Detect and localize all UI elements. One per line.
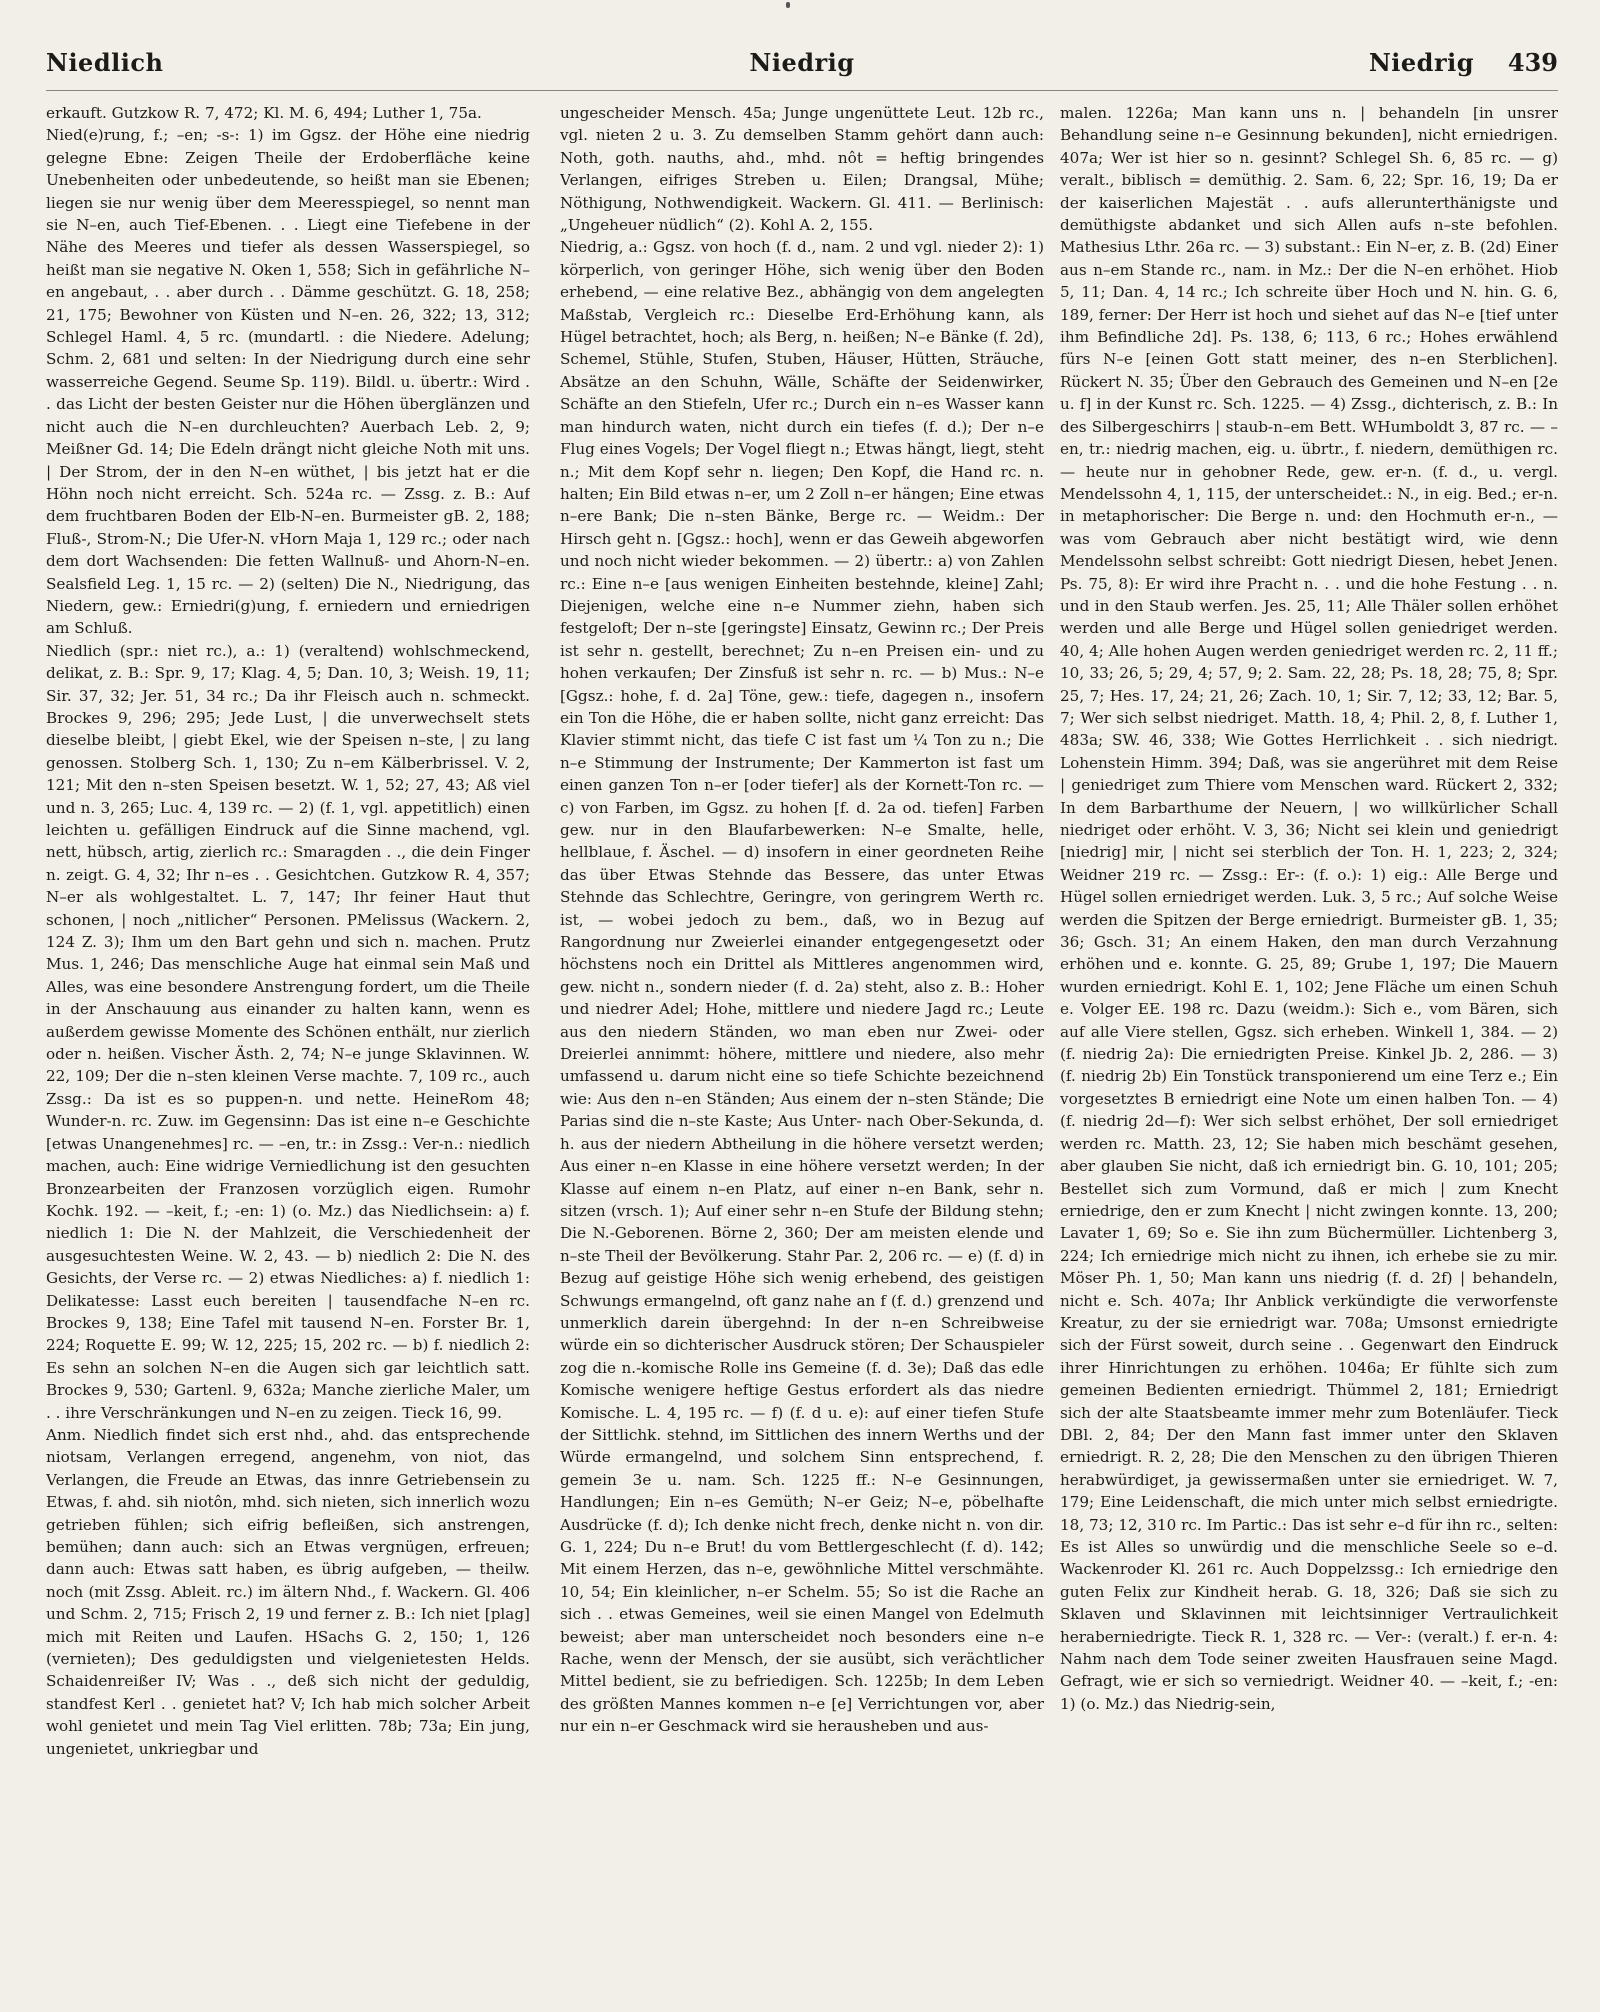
- page-header: [46, 48, 1558, 88]
- entry-niederung: Nied(e)rung, f.; –en; -s-: 1) im Ggsz. der Höhe eine niedrig gelegne Ebne: Zeigen Theile der Erdoberfläche keine Unebenheiten oder unbedeutende, so heißt man sie Ebenen; liegen sie nur wenig über dem Meeresspiegel, so nennt man sie N–en, auch Tief-Ebenen. . . Liegt eine Tiefebene in der Nähe des Meeres und tiefer als dessen Wasserspiegel, so heißt man sie negative N. Oken 1, 558; Sich in gefährliche N–en angebaut, . . aber durch . . Dämme geschützt. G. 18, 258; 21, 175; Bewohner von Küsten und N–en. 26, 322; 13, 312; Schlegel Haml. 4, 5 rc. (mundartl. : die Niedere. Adelung; Schm. 2, 681 und selten: In der Niedrigung durch eine sehr wasserreiche Gegend. Seume Sp. 119). Bildl. u. übertr.: Wird . . das Licht der besten Geister nur die Höhen überglänzen und nicht auch die N–en durchleuchten? Auerbach Leb. 2, 9; Meißner Gd. 14; Die Edeln drängt nicht gleiche Noth mit uns. | Der Strom, der in den N–en wüthet, | bis jetzt hat er die Höhn noch nicht erreicht. Sch. 524a rc. — Zssg. z. B.: Auf dem fruchtbaren Boden der Elb-N–en. Burmeister gB. 2, 188; Fluß-, Strom-N.; Die Ufer-N. vHorn Maja 1, 129 rc.; oder nach dem dort Wachsenden: Die fetten Wallnuß- und Ahorn-N–en. Sealsfield Leg. 1, 15 rc. — 2) (selten) Die N., Niedrigung, das Niedern, gew.: Erniedri(g)ung, f. erniedern und erniedrigen am Schluß.: [46, 126, 530, 638]
- running-head-center: Niedrig: [749, 48, 855, 77]
- entry-continuation: ungescheider Mensch. 45a; Junge ungenüttete Leut. 12b rc., vgl. nieten 2 u. 3. Zu demselben Stamm gehört dann auch: Noth, goth. nauths, ahd., mhd. nôt = heftig bringendes Verlangen, eifriges Streben u. Eilen; Drangsal, Mühe; Nöthigung, Nothwendigkeit. Wackern. Gl. 411. — Berlinisch: „Ungeheuer nüdlich“ (2). Kohl A. 2, 155.: [560, 104, 1044, 235]
- print-mark: [786, 2, 790, 8]
- entry-niedrig-continued: malen. 1226a; Man kann uns n. | behandeln [in unsrer Behandlung seine n–e Gesinnung bekunden], nicht erniedrigen. 407a; Wer ist hier so n. gesinnt? Schlegel Sh. 6, 85 rc. — g) veralt., biblisch = demüthig. 2. Sam. 6, 22; Spr. 16, 19; Da er der kaiserlichen Majestät . . aufs allerunterthänigste und demüthigste abdanket und sich Allen aufs n–ste befohlen. Mathesius Lthr. 26a rc. — 3) substant.: Ein N–er, z. B. (2d) Einer aus n–em Stande rc., nam. in Mz.: Der die N–en erhöhet. Hiob 5, 11; Dan. 4, 14 rc.; Ich schreite über Hoch und N. hin. G. 6, 189, ferner: Der Herr ist hoch und siehet auf das N–e [tief unter ihm Befindliche 2d]. Ps. 138, 6; 113, 6 rc.; Hohes erwählend fürs N–e [einen Gott statt meiner, des n–en Sterblichen]. Rückert N. 35; Über den Gebrauch des Gemeinen und N–en [2e u. f] in der Kunst rc. Sch. 1225. — 4) Zssg., dichterisch, z. B.: In des Silbergeschirrs | staub-n–em Bett. WHumboldt 3, 87 rc. — –en, tr.: niedrig machen, eig. u. übrtr., f. niedern, demüthigen rc. — heute nur in gehobner Rede, gew. er-n. (f. d., u. vergl. Mendelssohn 4, 1, 115, der unterscheidet.: N., in eig. Bed.; er-n. in metaphorischer: Die Berge n. und: den Hochmuth er-n., — was vom Gebrauch aber nicht bestätigt wird, wie denn Mendelssohn selbst schreibt: Gott niedrigt Diesen, hebet Jenen. Ps. 75, 8): Er wird ihre Pracht n. . . und die hohe Festung . . n. und in den Staub werfen. Jes. 25, 11; Alle Thäler sollen erhöhet werden und alle Berge und Hügel sollen geniedriget werden. 40, 4; Alle hohen Augen werden geniedriget werden rc. 2, 11 ff.; 10, 33; 26, 5; 29, 4; 57, 9; 2. Sam. 22, 28; Ps. 18, 28; 75, 8; Spr. 25, 7; Hes. 17, 24; 21, 26; Zach. 10, 1; Sir. 7, 12; 33, 12; Bar. 5, 7; Wer sich selbst niedriget. Matth. 18, 4; Phil. 2, 8, f. Luther 1, 483a; SW. 46, 338; Wie Gottes Herrlichkeit . . sich niedrigt. Lohenstein Himm. 394; Daß, was sie angerühret mit dem Reise | geniedriget zum Thiere vom Menschen ward. Rückert 2, 332; In dem Barbarthume der Neuern, | wo willkürlicher Schall niedriget oder erhöht. V. 3, 36; Nicht sei klein und geniedrigt [niedrig] mir, | nicht sei sterblich der Ton. H. 1, 223; 2, 324; Weidner 219 rc. — Zssg.: Er-: (f. o.): 1) eig.: Alle Berge und Hügel sollen erniedriget werden. Luk. 3, 5 rc.; Auf solche Weise werden die Spitzen der Berge erniedrigt. Burmeister gB. 1, 35; 36; Gsch. 31; An einem Haken, den man durch Verzahnung erhöhen und e. konnte. G. 25, 89; Grube 1, 197; Die Mauern wurden erniedrigt. Kohl E. 1, 102; Jene Fläche um einen Schuh e. Volger EE. 198 rc. Dazu (weidm.): Sich e., vom Bären, sich auf alle Viere stellen, Ggsz. sich erheben. Winkell 1, 384. — 2) (f. niedrig 2a): Die erniedrigten Preise. Kinkel Jb. 2, 286. — 3) (f. niedrig 2b) Ein Tonstück transponierend um eine Terz e.; Ein vorgesetztes B erniedrigt eine Note um einen halben Ton. — 4) (f. niedrig 2d—f): Wer sich selbst erhöhet, Der soll erniedriget werden rc. Matth. 23, 12; Sie haben mich beschämt gesehen, aber glauben Sie nicht, daß ich erniedrigt bin. G. 10, 101; 205; Bestellet sich zum Vormund, daß er mich | zum Knecht erniedrige, den er zum Knecht | nicht zwingen konnte. 13, 200; Lavater 1, 69; So e. Sie ihn zum Büchermüller. Lichtenberg 3, 224; Ich erniedrige mich nicht zu ihnen, ich erhebe sie zu mir. Möser Ph. 1, 50; Man kann uns niedrig (f. d. 2f) | behandeln, nicht e. Sch. 407a; Ihr Anblick verkündigte die verworfenste Kreatur, zu der sie erniedrigt war. 708a; Umsonst erniedrigte sich der Fürst soweit, durch seine . . Gegenwart den Eindruck ihrer Hinrichtungen zu erhöhen. 1046a; Er fühlte sich zum gemeinen Bedienten erniedrigt. Thümmel 2, 181; Erniedrigt sich der alte Staatsbeamte immer mehr zum Botenläufer. Tieck DBl. 2, 84; Der den Mann fast immer unter den Sklaven erniedrigt. R. 2, 28; Die den Menschen zu den übrigen Thieren herabwürdiget, ja gewissermaßen unter sie erniedriget. W. 7, 179; Eine Leidenschaft, die mich unter mich selbst erniedrigte. 18, 73; 12, 310 rc. Im Partic.: Das ist sehr e–d für ihn rc., selten: Es ist Alles so unwürdig und die menschliche Seele so e–d. Wackenroder Kl. 261 rc. Auch Doppelzssg.: Ich erniedrige den guten Felix zur Kindheit herab. G. 18, 326; Daß sie sich zu Sklaven und Sklavinnen mit leichtsinniger Vertraulichkeit heraberniedrigte. Tieck R. 1, 328 rc. — Ver-: (veralt.) f. er-n. 4: Nahm nach dem Tode seiner zweiten Hausfrauen seine Magd. Gefragt, wie er sich so verniedrigt. Weidner 40. — –keit, f.; -en: 1) (o. Mz.) das Niedrig-sein,: [1060, 104, 1558, 1713]
- page-number: 439: [1507, 48, 1558, 77]
- running-head-right: Niedrig: [1368, 48, 1474, 77]
- running-head-left: Niedlich: [46, 48, 164, 77]
- column-1: [46, 102, 530, 1982]
- entry-note: Anm. Niedlich findet sich erst nhd., ahd. das entsprechende niotsam, Verlangen erregend, angenehm, von niot, das Verlangen, die Freude an Etwas, das innre Getriebensein zu Etwas, f. ahd. sih niotôn, mhd. sich nieten, sich innerlich wozu getrieben fühlen; sich eifrig befleißen, sich anstrengen, bemühen; dann auch: sich an Etwas vergnügen, erfreuen; dann auch: Etwas satt haben, es übrig aufgeben, — theilw. noch (mit Zssg. Ableit. rc.) im ältern Nhd., f. Wackern. Gl. 406 und Schm. 2, 715; Frisch 2, 19 und ferner z. B.: Ich niet [plag] mich mit Reiten und Laufen. HSachs G. 2, 150; 1, 126 (vernieten); Des geduldigsten und vielgenietesten Helds. Schaidenreißer IV; Was . ., deß sich nicht der geduldig, standfest Kerl . . genietet hat? V; Ich hab mich solcher Arbeit wohl genietet und mein Tag Viel erlitten. 78b; 73a; Ein jung, ungenietet, unkriegbar und: [46, 1425, 530, 1758]
- header-rule: [46, 90, 1558, 91]
- entry-niedrig: Niedrig, a.: Ggsz. von hoch (f. d., nam. 2 und vgl. nieder 2): 1) körperlich, von geringer Höhe, sich wenig über den Boden erhebend, — eine relative Bez., abhängig von dem angelegten Maßstab, Vergleich rc.: Dieselbe Erd-Erhöhung kann, als Hügel betrachtet, hoch; als Berg, n. heißen; N–e Bänke (f. 2d), Schemel, Stühle, Stufen, Stuben, Häuser, Hütten, Sträuche, Absätze an den Schuhn, Wälle, Schäfte der Seidenwirker, Schäfte an den Stiefeln, Ufer rc.; Durch ein n–es Wasser kann man hindurch waten, nicht durch ein tiefes (f. d.); Der n–e Flug eines Vogels; Der Vogel fliegt n.; Etwas hängt, liegt, steht n.; Mit dem Kopf sehr n. liegen; Den Kopf, die Hand rc. n. halten; Ein Bild etwas n–er, um 2 Zoll n–er hängen; Eine etwas n–ere Bank; Die n–sten Bänke, Berge rc. — Weidm.: Der Hirsch geht n. [Ggsz.: hoch], wenn er das Geweih abgeworfen und noch nicht wieder bekommen. — 2) übertr.: a) von Zahlen rc.: Eine n–e [aus wenigen Einheiten bestehnde, kleine] Zahl; Diejenigen, welche eine n–e Nummer ziehn, haben sich festgeloft; Der n–ste [geringste] Einsatz, Gewinn rc.; Der Preis ist sehr n. gestellt, berechnet; Zu n–en Preisen ein- und zu hohen verkaufen; Der Zinsfuß ist sehr n. rc. — b) Mus.: N–e [Ggsz.: hohe, f. d. 2a] Töne, gew.: tiefe, dagegen n., insofern ein Ton die Höhe, die er haben sollte, nicht ganz erreicht: Das Klavier stimmt nicht, das tiefe C ist fast um ¼ Ton zu n.; Die n–e Stimmung der Instrumente; Der Kammerton ist fast um einen ganzen Ton n–er [oder tiefer] als der Kornett-Ton rc. — c) von Farben, im Ggsz. zu hohen [f. d. 2a od. tiefen] Farben gew. nur in den Blaufarbewerken: N–e Smalte, helle, hellblaue, f. Äschel. — d) insofern in einer geordneten Reihe das über Etwas Stehnde das Bessere, das unter Etwas Stehnde das Schlechtre, Geringre, von geringrem Werth rc. ist, — wobei jedoch zu bem., daß, wo in Bezug auf Rangordnung nur Zweierlei einander entgegengesetzt oder höchstens noch ein Drittel als Mittleres angenommen wird, gew. nicht n., sondern nieder (f. d. 2a) steht, also z. B.: Hoher und niedrer Adel; Hohe, mittlere und niedere Jagd rc.; Leute aus den niedern Ständen, wo man eben nur Zwei- oder Dreierlei annimmt: höhere, mittlere und niedere, also mehr umfassend u. darum nicht eine so tiefe Schichte bezeichnend wie: Aus den n–en Ständen; Aus einem der n–sten Stände; Die Parias sind die n–ste Kaste; Aus Unter- nach Ober-Sekunda, d. h. aus der niedern Abtheilung in die höhere versetzt werden; Aus einer n–en Klasse in eine höhere versetzt werden; In der Klasse auf einem n–en Platz, auf einer n–en Bank, sehr n. sitzen (vrsch. 1); Auf einer sehr n–en Stufe der Bildung stehn; Die N.-Geborenen. Börne 2, 360; Der am meisten elende und n–ste Theil der Bevölkerung. Stahr Par. 2, 206 rc. — e) (f. d) in Bezug auf geistige Höhe sich wenig erhebend, des geistigen Schwungs ermangelnd, oft ganz nahe an f (f. d.) grenzend und unmerklich darein übergehnd: In der n–en Schreibweise würde ein so dichterischer Ausdruck stören; Der Schauspieler zog die n.-komische Rolle ins Gemeine (f. d. 3e); Daß das edle Komische wenigere heftige Gestus erfordert als das niedre Komische. L. 4, 195 rc. — f) (f. d u. e): auf einer tiefen Stufe der Sittlichk. stehnd, im Sittlichen des innern Werths und der Würde ermangelnd, und solchem Sinn entsprechend, f. gemein 3e u. nam. Sch. 1225 ff.: N–e Gesinnungen, Handlungen; Ein n–es Gemüth; N–er Geiz; N–e, pöbelhafte Ausdrücke (f. d); Ich denke nicht frech, denke nicht n. von dir. G. 1, 224; Du n–e Brut! du vom Bettlergeschlecht (f. d). 142; Mit einem Herzen, das n–e, gewöhnliche Mittel verschmähte. 10, 54; Ein kleinlicher, n–er Schelm. 55; So ist die Rache an sich . . etwas Gemeines, weil sie einen Mangel von Edelmuth beweist; aber man unterscheidet noch besonders eine n–e Rache, wenn der Mensch, der sie ausübt, sich verächtlicher Mittel bedient, sie zu befriedigen. Sch. 1225b; In dem Leben des größten Mannes kommen n–e [e] Verrichtungen vor, aber nur ein n–er Geschmack wird sie herausheben und aus-: [560, 238, 1044, 1736]
- entry-niedlich: Niedlich (spr.: niet rc.), a.: 1) (veraltend) wohlschmeckend, delikat, z. B.: Spr. 9, 17; Klag. 4, 5; Dan. 10, 3; Weish. 19, 11; Sir. 37, 32; Jer. 51, 34 rc.; Da ihr Fleisch auch n. schmeckt. Brockes 9, 296; 295; Jede Lust, | die unverwechselt stets dieselbe bleibt, | giebt Ekel, wie der Speisen n–ste, | zu lang genossen. Stolberg Sch. 1, 130; Zu n–em Kälberbrissel. V. 2, 121; Mit den n–sten Speisen besetzt. W. 1, 52; 27, 43; Aß viel und n. 3, 265; Luc. 4, 139 rc. — 2) (f. 1, vgl. appetitlich) einen leichten u. gefälligen Eindruck auf die Sinne machend, vgl. nett, hübsch, artig, zierlich rc.: Smaragden . ., die dein Finger n. zeigt. G. 4, 32; Ihr n–es . . Gesichtchen. Gutzkow R. 4, 357; N–er als wohlgestaltet. L. 7, 147; Ihr feiner Haut thut schonen, | noch „nitlicher“ Personen. PMelissus (Wackern. 2, 124 Z. 3); Ihm um den Bart gehn und sich n. machen. Prutz Mus. 1, 246; Das menschliche Auge hat einmal sein Maß und Alles, was eine besondere Anstrengung fordert, um die Theile in der Anschauung aus einander zu halten kann, wenn es außerdem gewisse Momente des Schönen enthält, nur zierlich oder n. heißen. Vischer Ästh. 2, 74; N–e junge Sklavinnen. W. 22, 109; Der die n–sten kleinen Verse machte. 7, 109 rc., auch Zssg.: Da ist es so puppen-n. und nette. HeineRom 48; Wunder-n. rc. Zuw. im Gegensinn: Das ist eine n–e Geschichte [etwas Unangenehmes] rc. — –en, tr.: in Zssg.: Ver-n.: niedlich machen, auch: Eine widrige Verniedlichung ist den gesuchten Bronzearbeiten der Franzosen vorzüglich eigen. Rumohr Kochk. 192. — –keit, f.; -en: 1) (o. Mz.) das Niedlichsein: a) f. niedlich 1: Die N. der Mahlzeit, die Verschiedenheit der ausgesuchtesten Weine. W. 2, 43. — b) niedlich 2: Die N. des Gesichts, der Verse rc. — 2) etwas Niedliches: a) f. niedlich 1: Delikatesse: Lasst euch bereiten | tausendfache N–en rc. Brockes 9, 138; Eine Tafel mit tausend N–en. Forster Br. 1, 224; Roquette E. 99; W. 12, 225; 15, 202 rc. — b) f. niedlich 2: Es sehn an solchen N–en die Augen sich gar leichtlich satt. Brockes 9, 530; Gartenl. 9, 632a; Manche zierliche Maler, um . . ihre Verschränkungen und N–en zu zeigen. Tieck 16, 99.: [46, 641, 530, 1422]
- entry-continuation: erkauft. Gutzkow R. 7, 472; Kl. M. 6, 494; Luther 1, 75a.: [46, 104, 482, 122]
- column-3: [1060, 102, 1558, 1982]
- column-2: [560, 102, 1044, 1982]
